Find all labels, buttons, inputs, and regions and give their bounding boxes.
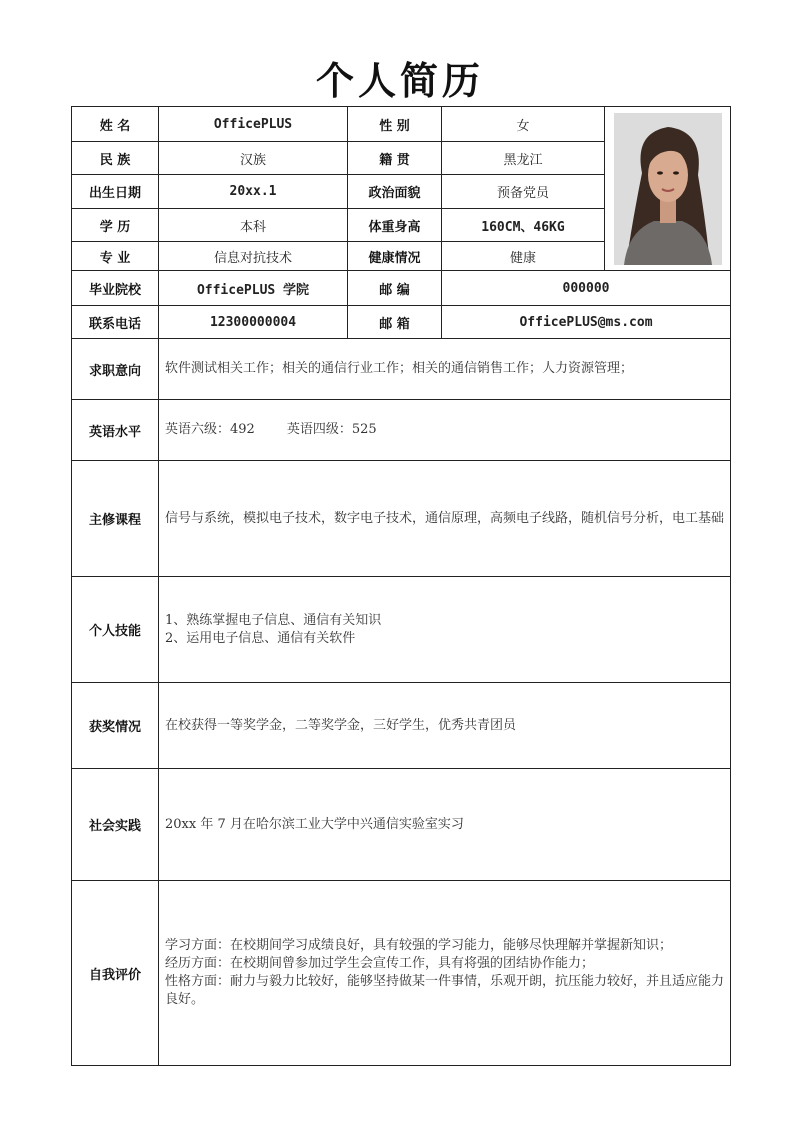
english-value	[159, 400, 731, 461]
birth-value: 20xx.1	[159, 175, 348, 209]
name-label: 姓 名	[72, 107, 159, 142]
row-name	[72, 107, 731, 142]
awards-label: 获奖情况	[72, 683, 159, 769]
row-practice	[72, 769, 731, 881]
email-label: 邮 箱	[348, 306, 442, 339]
phone-value: 12300000004	[159, 306, 348, 339]
name-value: OfficePLUS	[159, 107, 348, 142]
health-value: 健康	[442, 242, 605, 271]
ethnicity-value: 汉族	[159, 142, 348, 175]
origin-label: 籍 贯	[348, 142, 442, 175]
ethnicity-label: 民 族	[72, 142, 159, 175]
job-value: 软件测试相关工作；相关的通信行业工作；相关的通信销售工作；人力资源管理；	[159, 339, 731, 400]
birth-label: 出生日期	[72, 175, 159, 209]
courses-value: 信号与系统，模拟电子技术，数字电子技术，通信原理，高频电子线路，随机信号分析，电工基础	[159, 461, 731, 577]
job-label: 求职意向	[72, 339, 159, 400]
political-label: 政治面貌	[348, 175, 442, 209]
major-label: 专 业	[72, 242, 159, 271]
row-courses	[72, 461, 731, 577]
body-value: 160CM、46KG	[442, 209, 605, 242]
portrait-photo-icon	[614, 113, 722, 265]
phone-label: 联系电话	[72, 306, 159, 339]
skill-item: 1、熟练掌握电子信息、通信有关知识	[165, 612, 382, 628]
row-phone	[72, 306, 731, 339]
row-job	[72, 339, 731, 400]
row-skills	[72, 577, 731, 683]
english-cet4: 英语四级：525	[286, 422, 377, 437]
postcode-value: 000000	[442, 271, 731, 306]
skills-label: 个人技能	[72, 577, 159, 683]
practice-label: 社会实践	[72, 769, 159, 881]
gender-label: 性 别	[348, 107, 442, 142]
photo-cell	[605, 107, 731, 271]
skill-item: 2、运用电子信息、通信有关软件	[165, 630, 356, 646]
row-english	[72, 400, 731, 461]
resume-table	[71, 106, 731, 1066]
row-school	[72, 271, 731, 306]
page-title: 个人简历	[315, 59, 484, 103]
school-value: OfficePLUS 学院	[159, 271, 348, 306]
origin-value: 黑龙江	[442, 142, 605, 175]
gender-value: 女	[442, 107, 605, 142]
self-label: 自我评价	[72, 881, 159, 1066]
self-item: 学习方面：在校期间学习成绩良好，具有较强的学习能力，能够尽快理解并掌握新知识；	[165, 938, 673, 953]
email-value: OfficePLUS@ms.com	[442, 306, 731, 339]
skills-value	[159, 577, 731, 683]
health-label: 健康情况	[348, 242, 442, 271]
courses-label: 主修课程	[72, 461, 159, 577]
portrait-photo	[614, 113, 722, 265]
self-item: 经历方面：在校期间曾参加过学生会宣传工作，具有将强的团结协作能力；	[165, 956, 595, 971]
education-value: 本科	[159, 209, 348, 242]
body-label: 体重身高	[348, 209, 442, 242]
practice-value: 20xx 年 7 月在哈尔滨工业大学中兴通信实验室实习	[159, 769, 731, 881]
english-cet6: 英语六级：492	[165, 422, 255, 437]
postcode-label: 邮 编	[348, 271, 442, 306]
self-item: 性格方面：耐力与毅力比较好，能够坚持做某一件事情，乐观开朗，抗压能力较好，并且适应能力良好。	[165, 974, 725, 1007]
english-label: 英语水平	[72, 400, 159, 461]
political-value: 预备党员	[442, 175, 605, 209]
education-label: 学 历	[72, 209, 159, 242]
major-value: 信息对抗技术	[159, 242, 348, 271]
self-value	[159, 881, 731, 1066]
row-awards	[72, 683, 731, 769]
awards-value: 在校获得一等奖学金，二等奖学金，三好学生，优秀共青团员	[159, 683, 731, 769]
school-label: 毕业院校	[72, 271, 159, 306]
row-self	[72, 881, 731, 1066]
